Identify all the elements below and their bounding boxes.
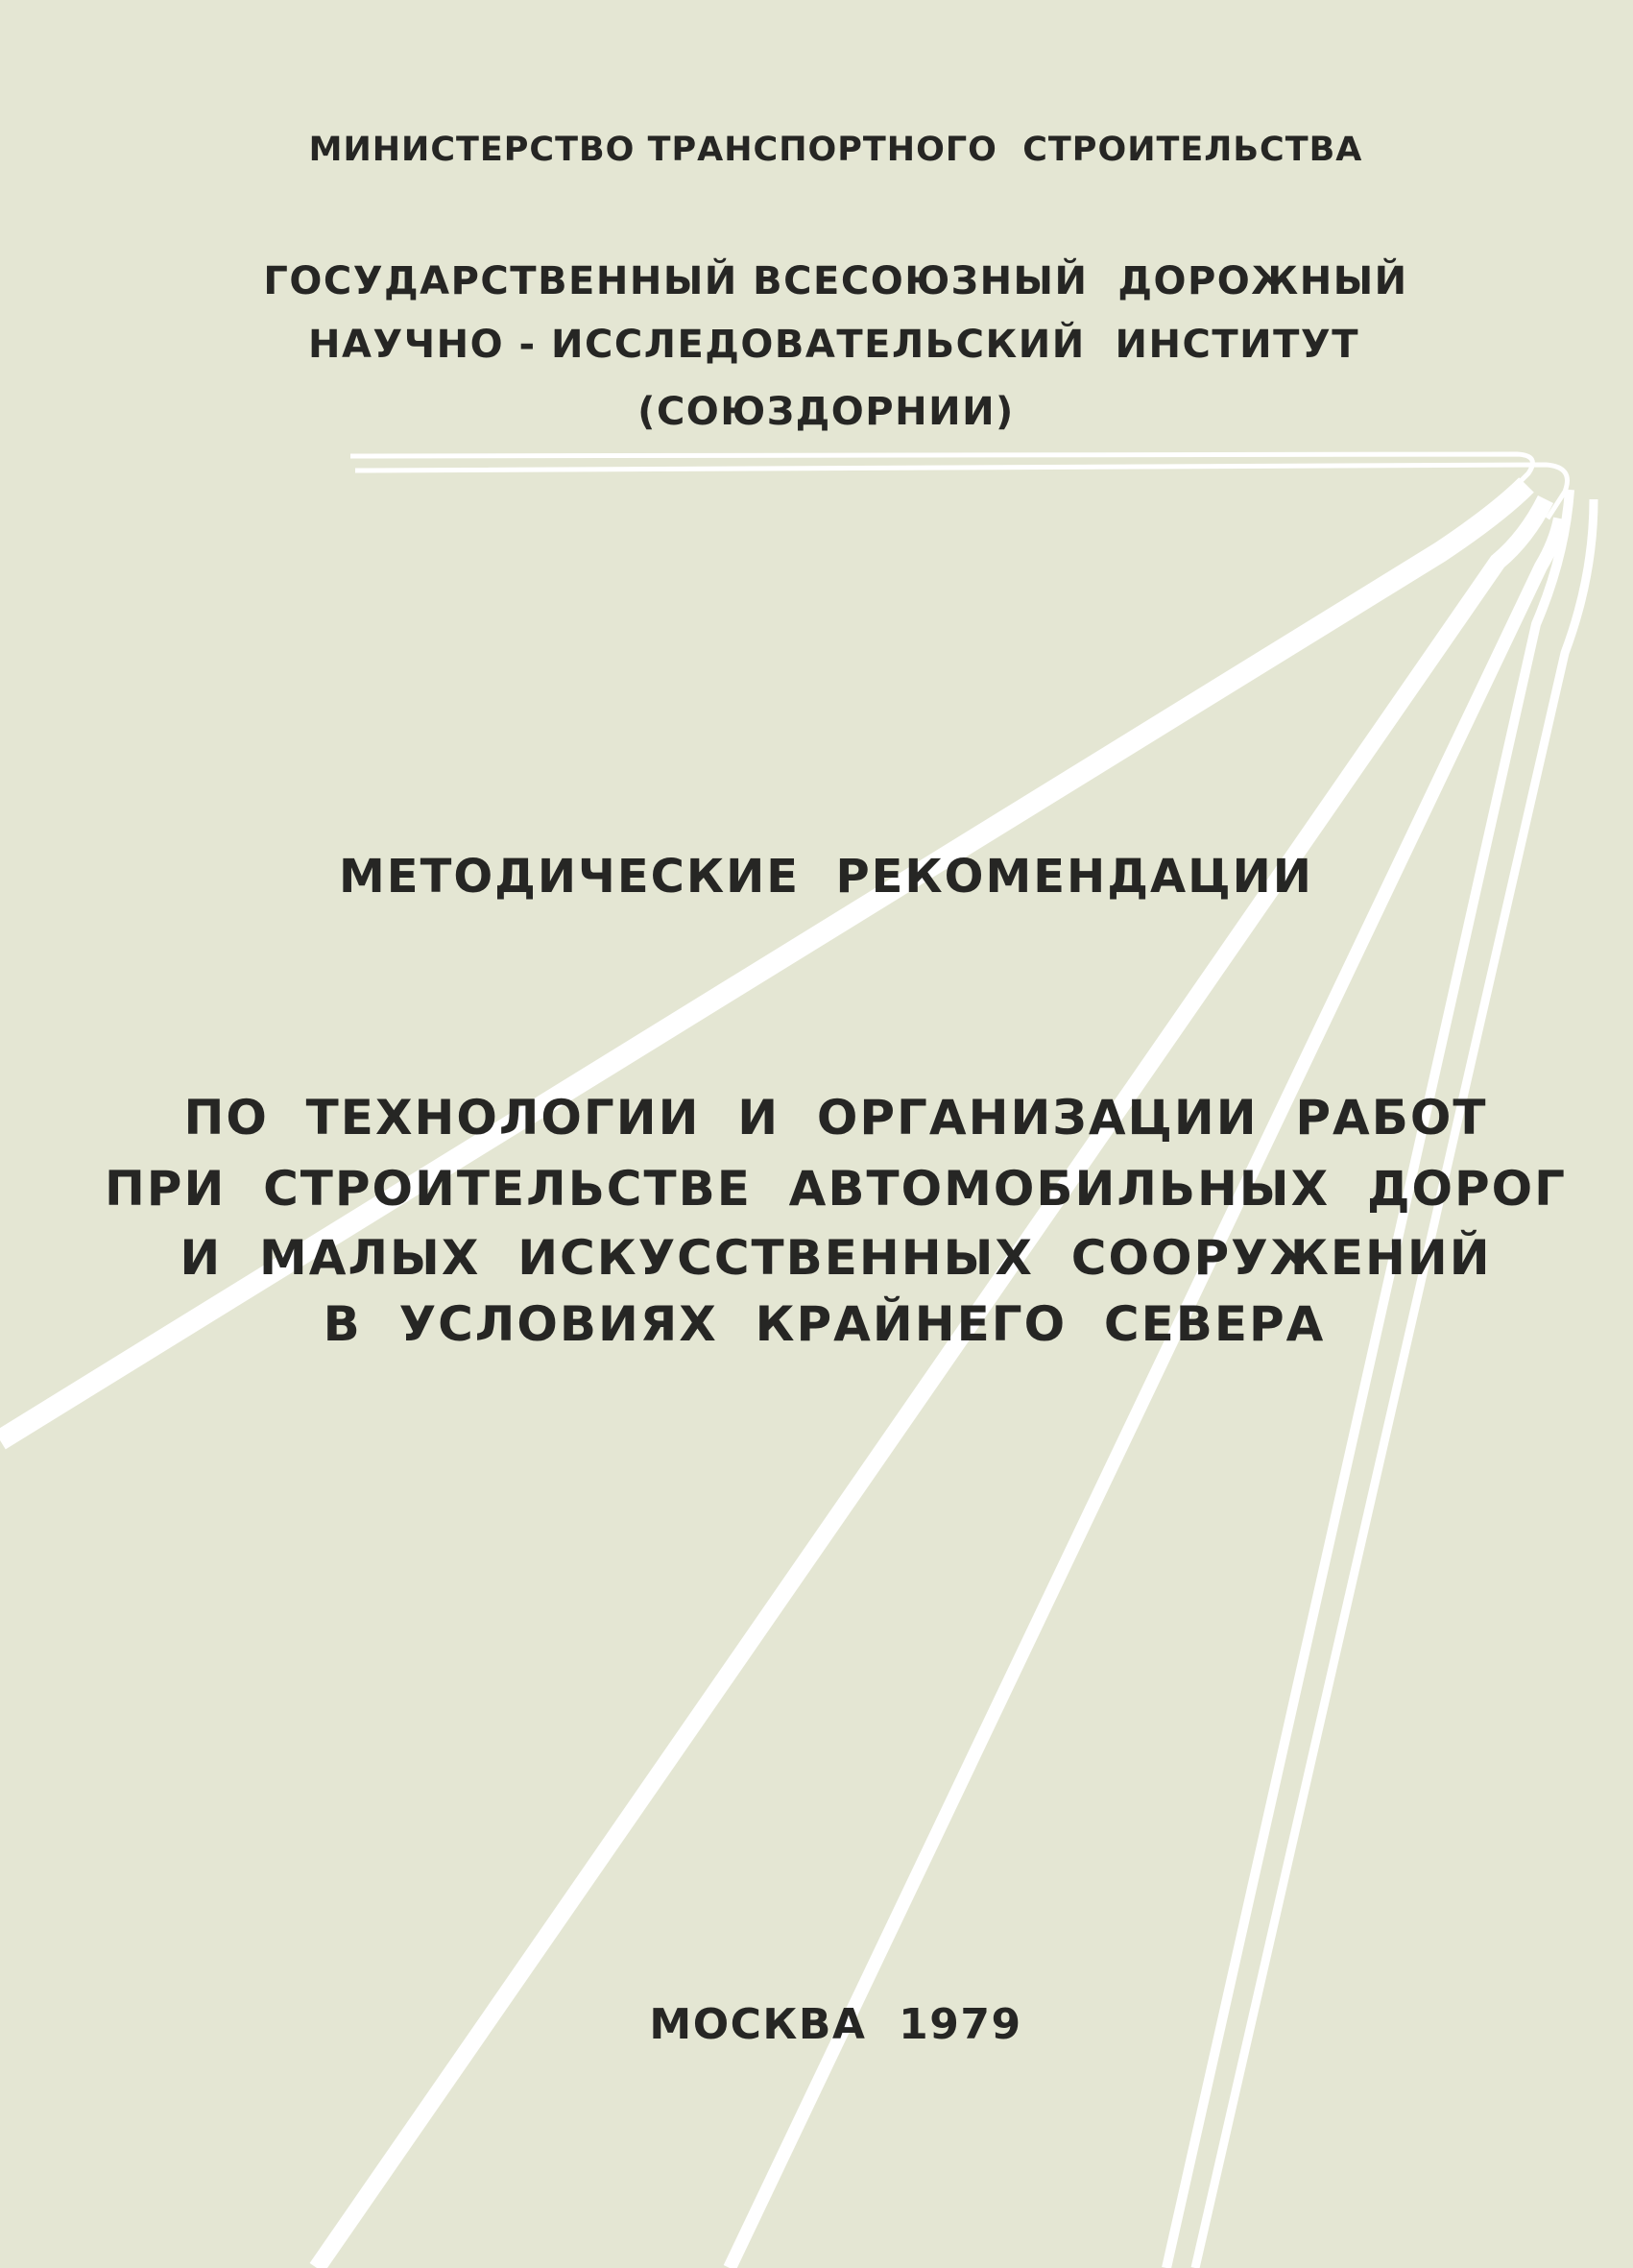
ministry-name: МИНИСТЕРСТВО ТРАНСПОРТНОГО СТРОИТЕЛЬСТВА <box>308 131 1363 169</box>
institute-name-line-2: НАУЧНО - ИССЛЕДОВАТЕЛЬСКИЙ ИНСТИТУТ <box>308 323 1359 367</box>
institute-name-line-1: ГОСУДАРСТВЕННЫЙ ВСЕСОЮЗНЫЙ ДОРОЖНЫЙ <box>263 259 1408 303</box>
institute-abbreviation: (СОЮЗДОРНИИ) <box>637 390 1015 434</box>
document-subtitle-line-3: И МАЛЫХ ИСКУССТВЕННЫХ СООРУЖЕНИЙ <box>180 1230 1492 1286</box>
publication-place-year: МОСКВА 1979 <box>649 2000 1022 2049</box>
document-subtitle-line-1: ПО ТЕХНОЛОГИИ И ОРГАНИЗАЦИИ РАБОТ <box>183 1090 1488 1146</box>
road-line-top-2 <box>355 465 1568 519</box>
document-subtitle-line-2: ПРИ СТРОИТЕЛЬСТВЕ АВТОМОБИЛЬНЫХ ДОРОГ <box>104 1161 1568 1217</box>
document-type-heading: МЕТОДИЧЕСКИЕ РЕКОМЕНДАЦИИ <box>339 850 1313 904</box>
road-line-top-1 <box>350 454 1532 499</box>
document-subtitle-line-4: В УСЛОВИЯХ КРАЙНЕГО СЕВЕРА <box>323 1296 1326 1352</box>
